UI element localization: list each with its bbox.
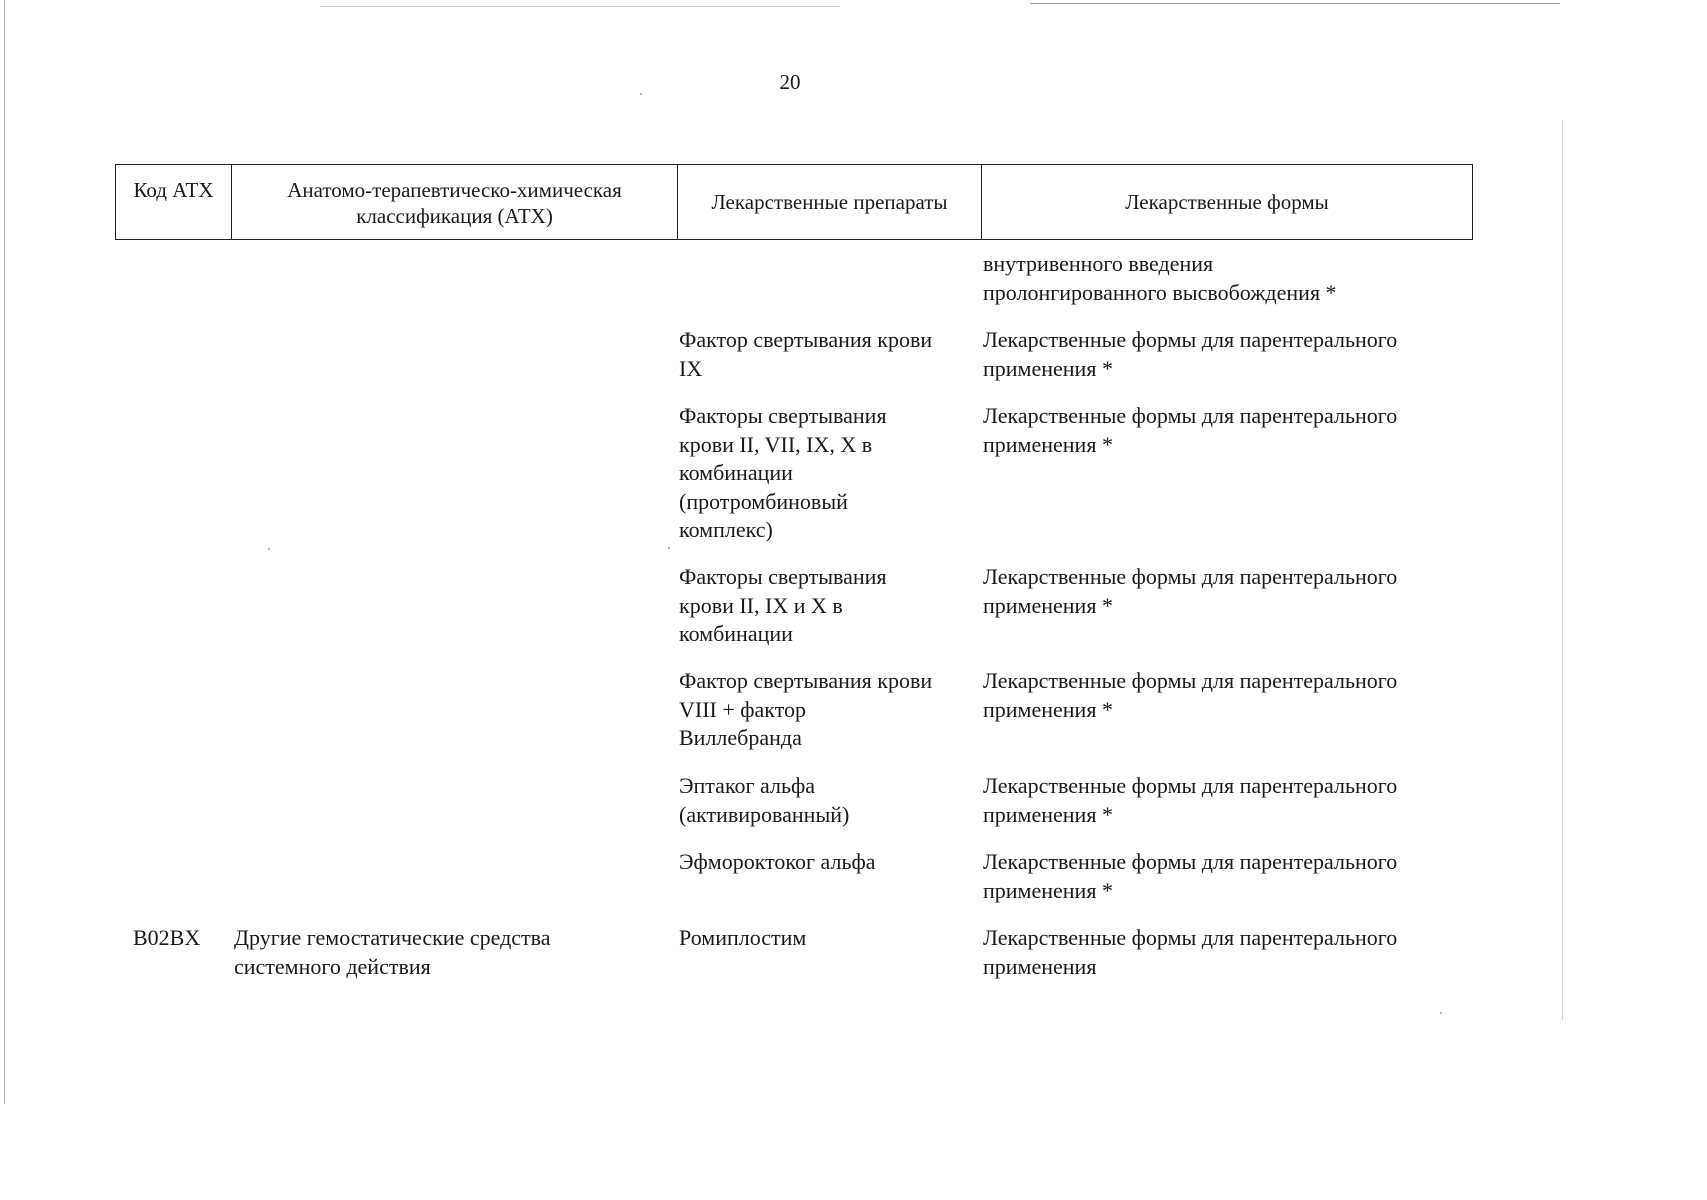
dosage-form-line: применения * [983, 355, 1113, 381]
scan-speck [668, 547, 670, 549]
scan-edge-line [320, 6, 840, 7]
dosage-form-line: применения [983, 953, 1097, 979]
forms-continuation-line: внутривенного введения [983, 251, 1214, 276]
atc-classification-line: Другие гемостатические средства [234, 925, 551, 950]
drug-name-line: Эптаког альфа [679, 773, 816, 798]
drug-name-line: Фактор свертывания крови [679, 668, 933, 693]
atc-code: B02BX [133, 925, 201, 950]
dosage-form-line: применения * [983, 696, 1113, 722]
drug-name-line: комбинации [679, 621, 793, 646]
drug-name-line: крови II, IX и X в [679, 592, 843, 618]
atc-classification-line: системного действия [234, 953, 431, 979]
drug-name-line: комплекс) [679, 517, 773, 542]
dosage-form-line: применения * [983, 592, 1113, 618]
header-forms: Лекарственные формы [982, 165, 1473, 240]
header-drugs: Лекарственные препараты [678, 165, 982, 240]
drug-name-line: (активированный) [679, 801, 850, 827]
drug-name-line: IX [679, 355, 703, 381]
forms-continuation-line: пролонгированного высвобождения * [983, 279, 1337, 305]
dosage-form-line: Лекарственные формы для парентерального [983, 773, 1398, 798]
scan-edge-line [1030, 3, 1560, 4]
drug-name-line: (протромбиновый [679, 488, 848, 514]
drug-name-line: Эфмороктоког альфа [679, 849, 876, 874]
dosage-form-line: Лекарственные формы для парентерального [983, 403, 1398, 428]
dosage-form-line: применения * [983, 431, 1113, 457]
header-classification: Анатомо-терапевтическо-химическая классификация (АТХ) [232, 165, 678, 240]
header-code: Код АТХ [116, 165, 232, 240]
drug-name-line: Ромиплостим [679, 925, 807, 950]
drug-name-line: Факторы свертывания [679, 564, 887, 589]
drug-name-line: Факторы свертывания [679, 403, 887, 428]
header-row [116, 165, 1473, 240]
scan-speck [268, 548, 270, 550]
scan-speck [1440, 1012, 1442, 1014]
drug-name-line: VIII + фактор [679, 696, 807, 722]
dosage-form-line: применения * [983, 877, 1113, 903]
drug-name-line: Фактор свертывания крови [679, 327, 933, 352]
dosage-form-line: Лекарственные формы для парентерального [983, 925, 1398, 950]
scan-edge-line [4, 0, 5, 1104]
table-header [115, 164, 1473, 240]
scan-edge-line [1562, 120, 1563, 1020]
dosage-form-line: Лекарственные формы для парентерального [983, 564, 1398, 589]
page-number: 20 [779, 70, 801, 94]
dosage-form-line: Лекарственные формы для парентерального [983, 668, 1398, 693]
dosage-form-line: применения * [983, 801, 1113, 827]
dosage-form-line: Лекарственные формы для парентерального [983, 327, 1398, 352]
drug-name-line: крови II, VII, IX, X в [679, 431, 873, 457]
drug-name-line: комбинации [679, 460, 793, 485]
dosage-form-line: Лекарственные формы для парентерального [983, 849, 1398, 874]
drug-name-line: Виллебранда [679, 725, 802, 750]
